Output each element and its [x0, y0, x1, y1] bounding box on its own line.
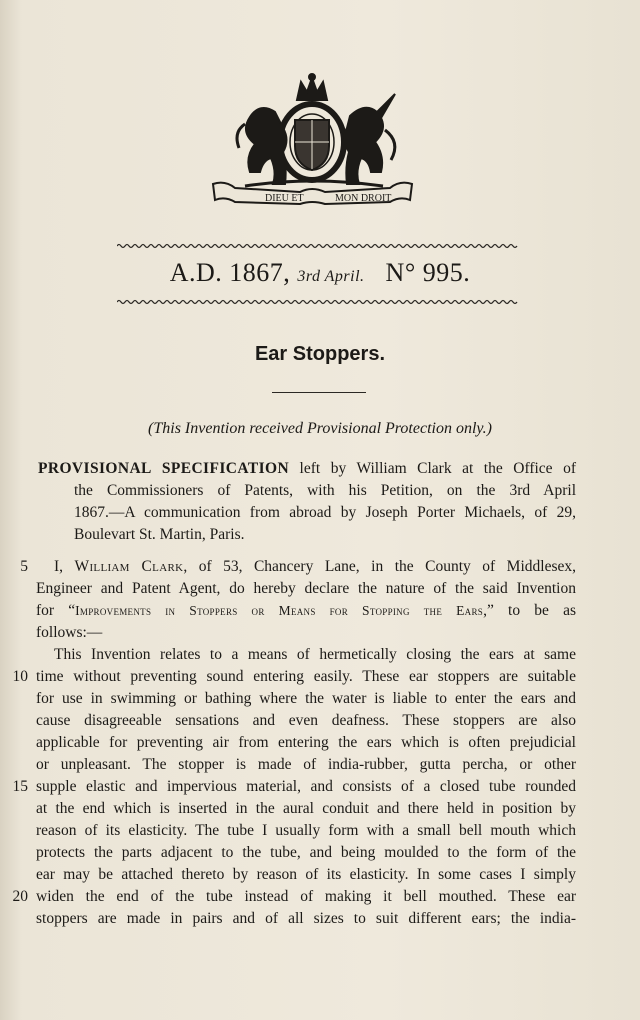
text-line: for use in swimming or bathing where the water is liable to enter the ears and [36, 690, 576, 707]
text-line: supple elastic and impervious material, and consists of a closed tube rounded [36, 778, 576, 795]
text-line: This Invention relates to a means of hermetically closing the ears at same [54, 646, 576, 663]
text-line: or unpleasant. The stopper is made of india-rubber, gutta percha, or other [36, 756, 576, 773]
patent-date: 3rd April. [297, 268, 365, 285]
title-divider [272, 392, 366, 393]
text-line: follows:— [36, 624, 103, 641]
svg-text:MON DROIT: MON DROIT [335, 193, 392, 204]
text-line: widen the end of the tube instead of making it bell mouthed. These ear [36, 888, 576, 905]
patent-header [0, 258, 640, 288]
text-line: reason of its elasticity. The tube I usually form with a small bell mouth which [36, 822, 576, 839]
provisional-protection-note: (This Invention received Provisional Protection only.) [148, 420, 492, 437]
text-line: applicable for preventing air from entering the ears which is often prejudicial [36, 734, 576, 751]
decorative-rule-top [117, 243, 519, 249]
patent-year: A.D. 1867, [169, 258, 291, 287]
patent-number: N° 995. [385, 258, 471, 287]
text-line: stoppers are made in pairs and of all sizes to suit different ears; the india- [36, 910, 576, 927]
line-number: 20 [12, 888, 28, 905]
text-line: for “Improvements in Stoppers or Means for Stopping the Ears,” to be as [36, 602, 576, 619]
line-number: 10 [12, 668, 28, 685]
text-line: Boulevart St. Martin, Paris. [74, 526, 245, 543]
text-line: ear may be attached thereto by reason of its elasticity. In some cases I simply [36, 866, 576, 883]
line-number: 5 [20, 558, 28, 575]
text-line: I, William Clark, of 53, Chancery Lane, in the County of Middlesex, [54, 558, 576, 575]
text-line: 1867.—A communication from abroad by Joseph Porter Michaels, of 29, [74, 504, 576, 521]
royal-coat-of-arms-icon [205, 72, 420, 207]
text-line: Engineer and Patent Agent, do hereby declare the nature of the said Invention [36, 580, 576, 597]
text-line: time without preventing sound entering easily. These ear stoppers are suitable [36, 668, 576, 685]
text-line: protects the parts adjacent to the tube, and being moulded to the form of the [36, 844, 576, 861]
svg-text:DIEU ET: DIEU ET [265, 193, 304, 204]
text-line: cause disagreeable sensations and even deafness. These stoppers are also [36, 712, 576, 729]
line-number: 15 [12, 778, 28, 795]
text-line: at the end which is inserted in the aural conduit and there held in position by [36, 800, 576, 817]
text-line: PROVISIONAL SPECIFICATION left by William Clark at the Office of [38, 460, 576, 477]
decorative-rule-bottom [117, 299, 519, 305]
text-line: the Commissioners of Patents, with his Petition, on the 3rd April [74, 482, 576, 499]
document-title: Ear Stoppers. [254, 343, 386, 365]
